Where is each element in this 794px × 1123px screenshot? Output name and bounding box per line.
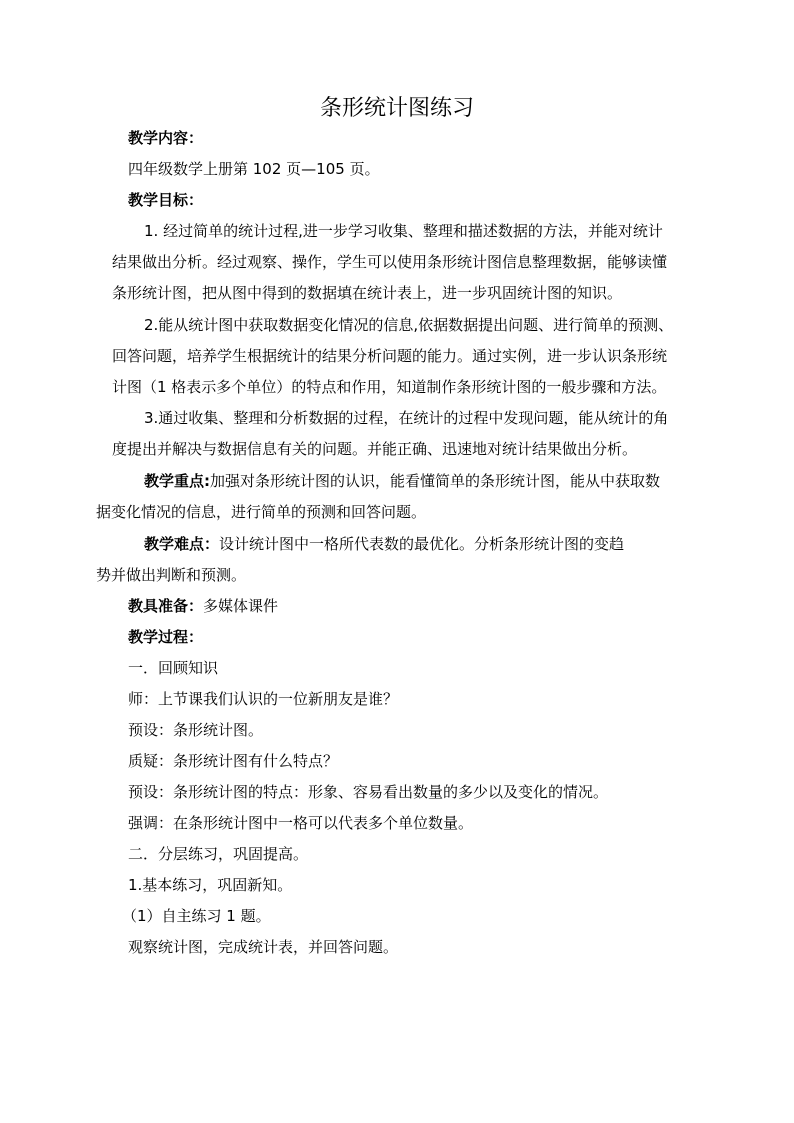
goal-2	[112, 310, 673, 403]
goal-2-line: 回答问题，培养学生根据统计的结果分析问题的能力。通过实例，进一步认识条形统	[112, 347, 668, 365]
process-line: 1.基本练习，巩固新知。	[128, 876, 293, 894]
goal-3	[112, 403, 668, 465]
process-line: 一．回顾知识	[128, 659, 219, 677]
difficulties-label: 教学难点：	[144, 535, 220, 553]
tools	[128, 595, 278, 617]
process-line: 观察统计图，完成统计表，并回答问题。	[128, 938, 399, 956]
tools-text: 多媒体课件	[203, 597, 279, 615]
goal-1-line: 条形统计图，把从图中得到的数据填在统计表上，进一步巩固统计图的知识。	[112, 284, 623, 302]
goal-1	[112, 216, 667, 309]
process-line: 师：上节课我们认识的一位新朋友是谁？	[128, 690, 399, 708]
process-heading: 教学过程：	[128, 628, 204, 646]
content-heading: 教学内容：	[128, 129, 204, 147]
goal-2-line: 2.能从统计图中获取数据变化情况的信息,依据数据提出问题、进行简单的预测、	[144, 316, 674, 334]
process-line: 强调：在条形统计图中一格可以代表多个单位数量。	[128, 814, 474, 832]
process-line: 二．分层练习，巩固提高。	[128, 845, 309, 863]
page-title: 条形统计图练习	[319, 96, 474, 121]
content-text: 四年级数学上册第 102 页—105 页。	[128, 160, 380, 178]
process-line: 质疑：条形统计图有什么特点？	[128, 752, 339, 770]
goals-heading: 教学目标：	[128, 191, 204, 209]
process-line: （1）自主练习 1 题。	[122, 907, 271, 925]
goal-1-line: 1. 经过简单的统计过程,进一步学习收集、整理和描述数据的方法，并能对统计	[144, 222, 663, 240]
tools-label: 教具准备：	[128, 597, 204, 615]
goal-3-line: 3.通过收集、整理和分析数据的过程，在统计的过程中发现问题，能从统计的角	[144, 409, 669, 427]
goal-2-line: 计图（1 格表示多个单位）的特点和作用，知道制作条形统计图的一般步骤和方法。	[112, 378, 667, 396]
difficulties-text: 设计统计图中一格所代表数的最优化。分析条形统计图的变趋	[219, 535, 625, 553]
goal-1-line: 结果做出分析。经过观察、操作，学生可以使用条形统计图信息整理数据，能够读懂	[112, 253, 668, 271]
key-points	[144, 470, 660, 492]
goal-3-line: 度提出并解决与数据信息有关的问题。并能正确、迅速地对统计结果做出分析。	[112, 440, 638, 458]
key-points-label: 教学重点:	[144, 472, 210, 490]
key-points-text: 加强对条形统计图的认识，能看懂简单的条形统计图，能从中获取数	[210, 472, 661, 490]
difficulties	[144, 533, 624, 555]
difficulties-cont: 势并做出判断和预测。	[96, 566, 247, 584]
key-points-cont: 据变化情况的信息，进行简单的预测和回答问题。	[96, 503, 427, 521]
process-line: 预设：条形统计图。	[128, 721, 264, 739]
process-line: 预设：条形统计图的特点：形象、容易看出数量的多少以及变化的情况。	[128, 783, 609, 801]
